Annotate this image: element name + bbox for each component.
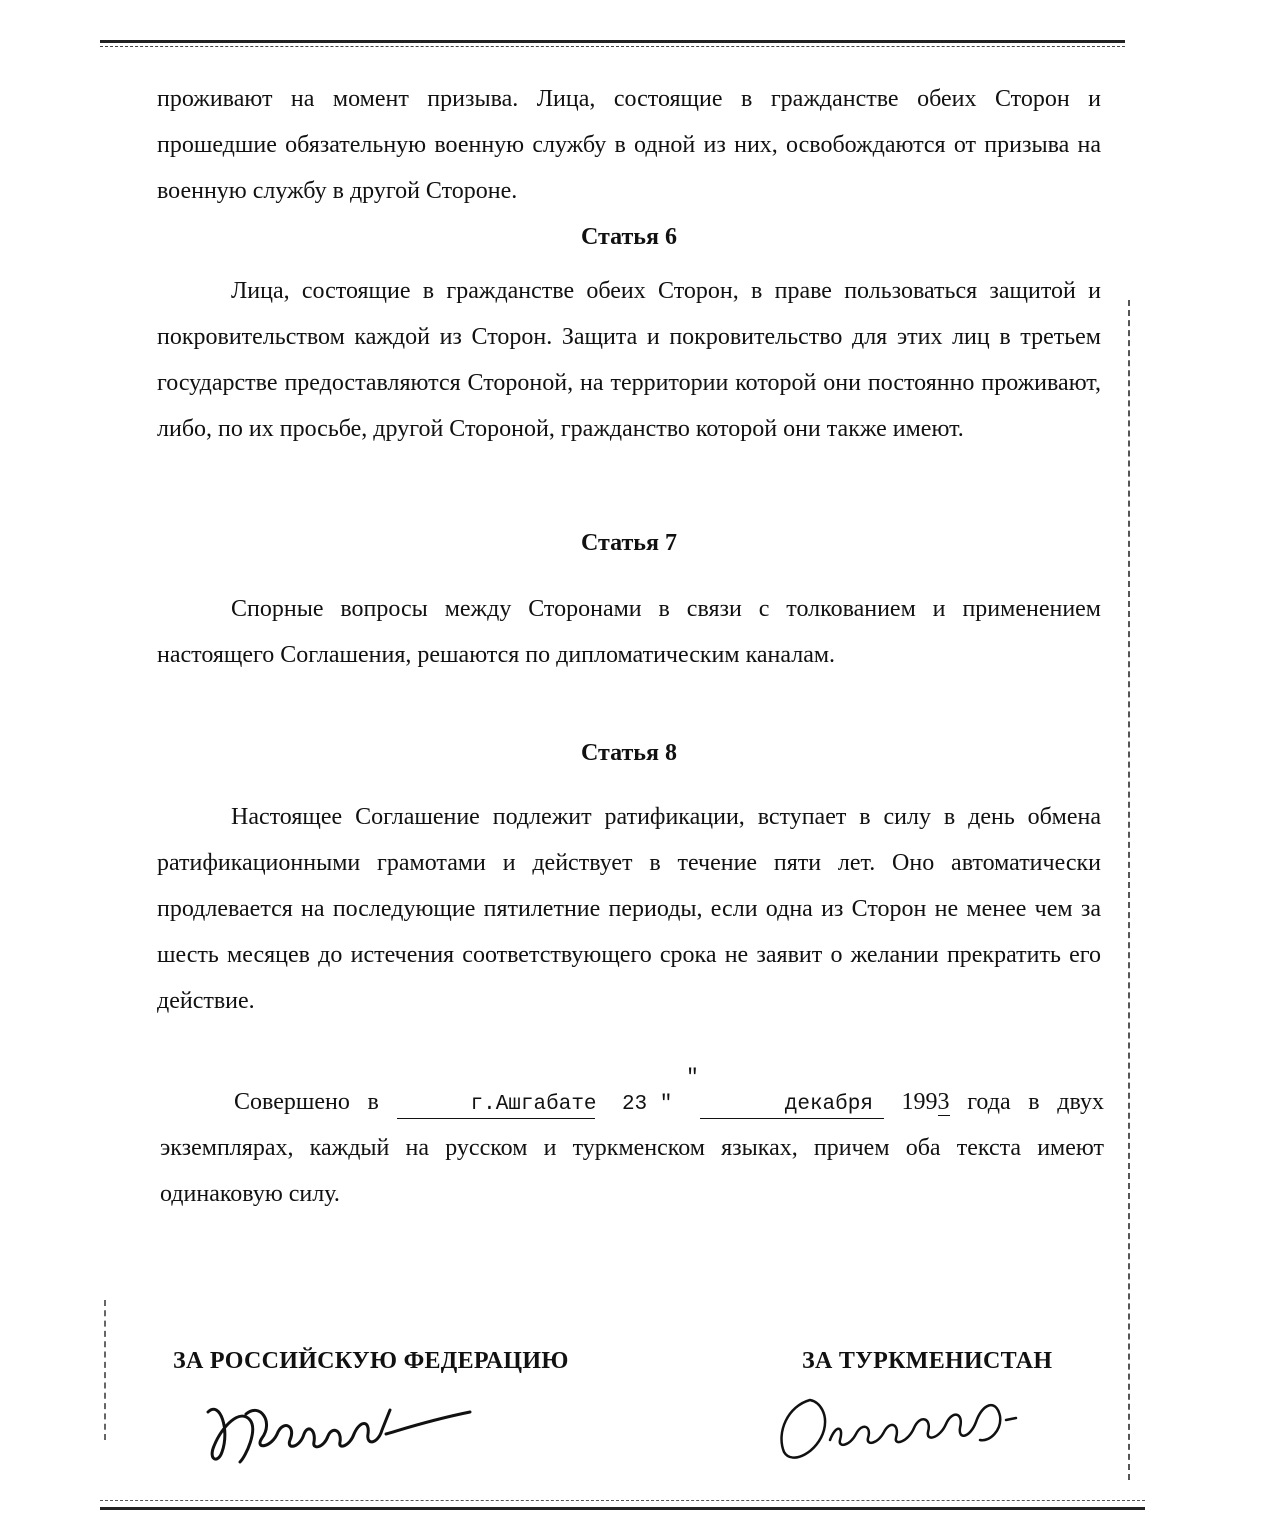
article-6-heading: Статья 6 — [581, 224, 677, 250]
completion-year-end: 3 — [937, 1089, 950, 1115]
signature-label-russia: ЗА РОССИЙСКУЮ ФЕДЕРАЦИЮ — [173, 1348, 569, 1374]
signature-turkmenistan-image — [770, 1380, 1070, 1470]
fax-bottom-rule — [100, 1507, 1145, 1510]
article-8-text: Настоящее Соглашение подлежит ратификации, вступает в силу в день обмена ратификационными грамотами и действует в течение пяти лет. Оно автоматически продлевается на последующие пятилетние периоды, если одна из Сторон не менее чем за шесть месяцев до истечения соответствующего срока не заявит о желании прекратить его действие. — [157, 804, 1101, 1014]
article-7-text: Спорные вопросы между Сторонами в связи с толкованием и применением настоящего Соглашения, решаются по дипломатическим каналам. — [157, 596, 1101, 668]
fax-top-rule-dashed — [100, 46, 1125, 47]
completion-year-start: 199 — [901, 1089, 938, 1115]
fax-right-edge — [1128, 300, 1130, 1480]
completion-paragraph — [160, 1066, 1104, 1217]
completion-city: г.Ашгабате — [397, 1092, 595, 1119]
article-7-heading: Статья 7 — [581, 530, 677, 556]
fax-top-rule — [100, 40, 1125, 43]
completion-day: " 23 " — [621, 1067, 699, 1116]
article-6-text: Лица, состоящие в гражданстве обеих Сторон, в праве пользоваться защитой и покровительством каждой из Сторон. Защита и покровительство для этих лиц в третьем государстве предоставляются Стороной, на территории которой они постоянно проживают, либо, по их просьбе, другой Стороной, гражданство которой они также имеют. — [157, 278, 1101, 442]
signature-russia-image — [200, 1390, 490, 1470]
completion-rest: экземплярах, каждый на русском и туркменском языках, причем оба текста имеют одинаковую силу. — [160, 1135, 1104, 1207]
article-8-heading: Статья 8 — [581, 740, 677, 766]
intro-paragraph: проживают на момент призыва. Лица, состоящие в гражданстве обеих Сторон и прошедшие обязательную военную службу в одной из них, освобождаются от призыва на военную службу в другой Стороне. — [157, 86, 1101, 204]
completion-year-word: года в двух — [967, 1089, 1104, 1115]
completion-month: декабря — [700, 1092, 884, 1119]
completion-prefix: Совершено в — [234, 1089, 379, 1115]
fax-bottom-rule-dashed — [100, 1500, 1145, 1501]
fax-left-edge — [104, 1300, 106, 1440]
signature-label-turkmenistan: ЗА ТУРКМЕНИСТАН — [802, 1348, 1053, 1374]
